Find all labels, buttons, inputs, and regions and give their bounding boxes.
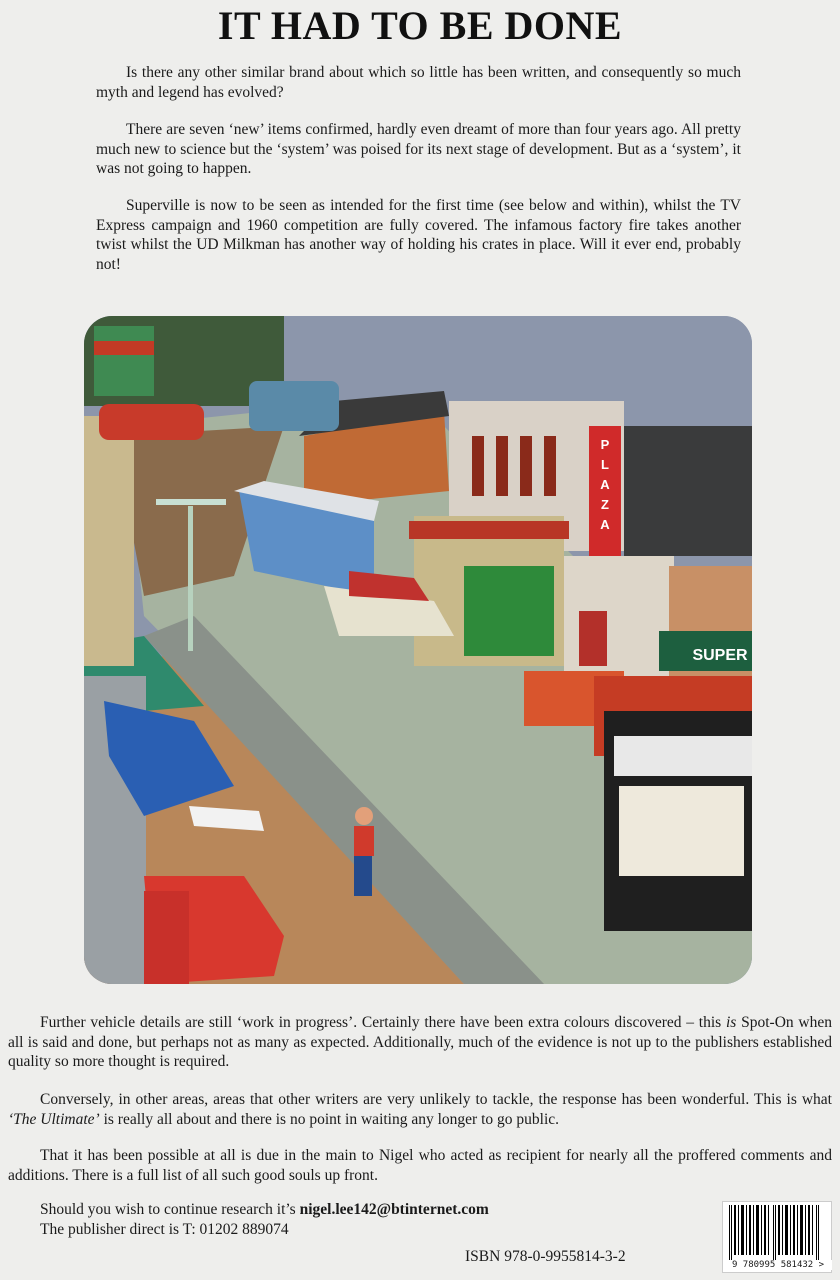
cinema-sign: P L A Z A xyxy=(600,437,610,532)
isbn-number: ISBN 978-0-9955814-3-2 xyxy=(465,1248,626,1265)
intro-paragraph-1: Is there any other similar brand about which so little has been written, and consequently so much myth and legend has evolved? xyxy=(96,64,741,101)
model-town-photo xyxy=(84,316,752,984)
contact-block: Should you wish to continue research it’s nigel.lee142@btinternet.com The publisher direct is T: 01202 889074 xyxy=(40,1201,489,1238)
barcode-digits: 9 780995 581432 > xyxy=(724,1260,832,1270)
intro-paragraph-3: Superville is now to be seen as intended for the first time (see below and within), whilst the TV Express campaign and 1960 competition are fully covered. The infamous factory fire takes another twist whilst the UD Milkman has another way of holding his crates in place. Will it ever end, probably not! xyxy=(96,197,741,273)
intro-paragraph-2: There are seven ‘new’ items confirmed, hardly even dreamt of more than four years ago. All pretty much new to science but the ‘system’ was poised for its next stage of development. But as a ‘system’, it was not going to happen. xyxy=(96,121,741,177)
page-title: IT HAD TO BE DONE xyxy=(217,3,623,48)
lower-paragraph-1: Further vehicle details are still ‘work in progress’. Certainly there have been extra colours discovered – this is Spot-On when all is said and done, but perhaps not as many as expected. Additionally, much of the evidence is not up to the publishers established quality so more thought is required. xyxy=(8,1014,832,1070)
lower-paragraph-2: Conversely, in other areas, areas that other writers are very unlikely to tackle, the response has been wonderful. This is what ‘The Ultimate’ is really all about and there is no point in waiting any longer to go public. xyxy=(8,1091,832,1128)
shop-sign: SUPER xyxy=(692,647,748,664)
lower-paragraph-3: That it has been possible at all is due in the main to Nigel who acted as recipient for nearly all the proffered comments and additions. There is a full list of all such good souls up front. xyxy=(8,1147,832,1184)
email-link[interactable]: nigel.lee142@btinternet.com xyxy=(299,1201,489,1218)
